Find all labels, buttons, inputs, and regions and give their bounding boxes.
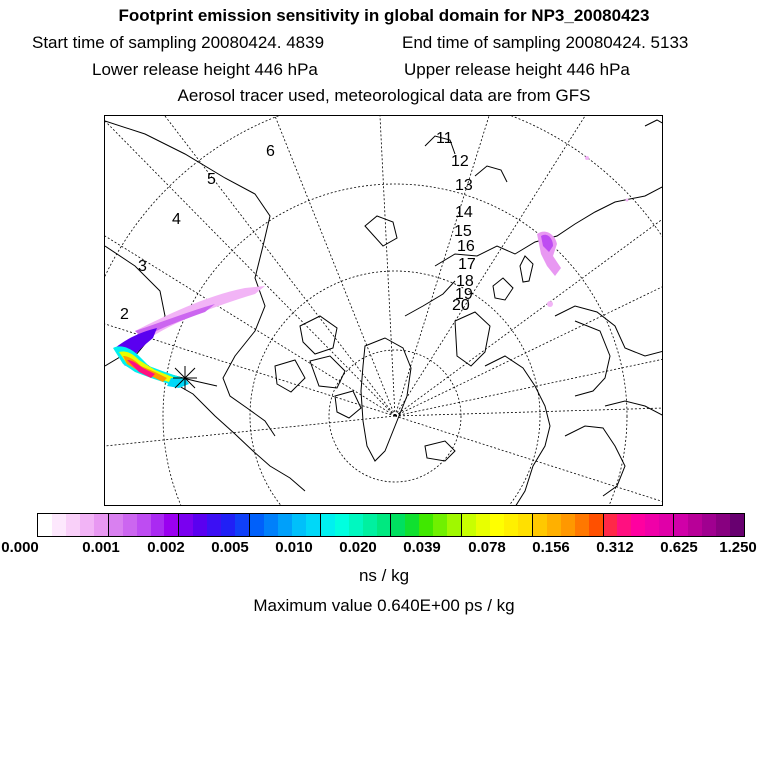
colorbar-swatch	[631, 514, 645, 536]
lower-release-height-text: Lower release height 446 hPa	[92, 60, 318, 79]
end-time-text: End time of sampling 20080424. 5133	[402, 33, 689, 52]
colorbar-swatch	[674, 514, 688, 536]
colorbar-swatch	[123, 514, 137, 536]
colorbar-swatch	[604, 514, 618, 536]
colorbar-swatch	[716, 514, 730, 536]
colorbar-swatch	[518, 514, 533, 536]
day-label-3: 3	[138, 258, 147, 275]
day-label-18: 18	[456, 273, 474, 290]
colorbar-swatch	[292, 514, 306, 536]
colorbar-swatch	[94, 514, 109, 536]
colorbar-swatch	[151, 514, 165, 536]
colorbar-swatch	[207, 514, 221, 536]
colorbar-swatch	[349, 514, 363, 536]
colorbar-swatch	[137, 514, 151, 536]
colorbar-swatch	[264, 514, 278, 536]
colorbar-tick: 0.010	[275, 539, 313, 556]
colorbar-swatch	[688, 514, 702, 536]
colorbar-swatch	[645, 514, 659, 536]
colorbar-swatch	[575, 514, 589, 536]
colorbar-swatch	[617, 514, 631, 536]
colorbar-swatch	[38, 514, 52, 536]
colorbar-tick: 0.005	[211, 539, 249, 556]
day-label-16: 16	[457, 238, 475, 255]
maximum-value-text: Maximum value 0.640E+00 ps / kg	[253, 596, 515, 615]
colorbar-tick: 0.002	[147, 539, 185, 556]
colorbar-swatch	[447, 514, 462, 536]
colorbar-swatch	[433, 514, 447, 536]
colorbar-swatch	[321, 514, 335, 536]
day-label-19: 19	[455, 286, 473, 303]
colorbar	[37, 513, 745, 537]
footprint-plume	[113, 156, 629, 388]
colorbar-swatch	[533, 514, 547, 536]
colorbar-swatch	[462, 514, 476, 536]
day-label-17: 17	[458, 256, 476, 273]
day-label-20: 20	[452, 297, 470, 314]
colorbar-tick: 1.250	[719, 539, 757, 556]
colorbar-swatch	[391, 514, 405, 536]
upper-release-height-text: Upper release height 446 hPa	[404, 60, 630, 79]
colorbar-swatch	[419, 514, 433, 536]
colorbar-swatch	[377, 514, 392, 536]
colorbar-swatch	[278, 514, 292, 536]
day-label-6: 6	[266, 143, 275, 160]
colorbar-swatch	[52, 514, 66, 536]
day-label-15: 15	[454, 223, 472, 240]
colorbar-tick: 0.312	[596, 539, 634, 556]
footprint-map	[104, 115, 663, 506]
colorbar-swatch	[730, 514, 744, 536]
day-label-11: 11	[436, 130, 453, 147]
start-time-text: Start time of sampling 20080424. 4839	[32, 33, 325, 52]
colorbar-swatch	[109, 514, 123, 536]
plot-title: Footprint emission sensitivity in global domain for NP3_20080423	[118, 6, 650, 25]
colorbar-swatch	[335, 514, 349, 536]
colorbar-tick: 0.039	[403, 539, 441, 556]
day-label-4: 4	[172, 211, 181, 228]
colorbar-swatch	[179, 514, 193, 536]
day-label-5: 5	[207, 171, 216, 188]
tracer-note: Aerosol tracer used, meteorological data are from GFS	[177, 86, 591, 105]
release-x-marker	[173, 366, 197, 390]
colorbar-tick: 0.001	[82, 539, 120, 556]
colorbar-swatch	[221, 514, 235, 536]
colorbar-tick: 0.625	[660, 539, 698, 556]
colorbar-swatch	[363, 514, 377, 536]
colorbar-swatch	[193, 514, 207, 536]
day-label-2: 2	[120, 306, 129, 323]
colorbar-swatch	[66, 514, 80, 536]
colorbar-tick: 0.156	[532, 539, 570, 556]
colorbar-swatch	[235, 514, 250, 536]
colorbar-swatch	[476, 514, 490, 536]
colorbar-swatch	[589, 514, 604, 536]
colorbar-tick: 0.020	[339, 539, 377, 556]
colorbar-swatch	[547, 514, 561, 536]
colorbar-swatch	[504, 514, 518, 536]
colorbar-swatch	[306, 514, 321, 536]
map-graticule-and-coastlines	[105, 116, 663, 506]
colorbar-swatch	[80, 514, 94, 536]
colorbar-swatch	[164, 514, 179, 536]
colorbar-swatch	[405, 514, 419, 536]
colorbar-swatch	[702, 514, 716, 536]
colorbar-swatch	[561, 514, 575, 536]
colorbar-tick: 0.078	[468, 539, 506, 556]
colorbar-swatch	[490, 514, 504, 536]
units-label: ns / kg	[358, 566, 410, 585]
day-label-12: 12	[451, 153, 469, 170]
day-label-14: 14	[455, 204, 473, 221]
colorbar-tick: 0.000	[1, 539, 39, 556]
day-label-13: 13	[455, 177, 473, 194]
colorbar-swatch	[659, 514, 674, 536]
colorbar-swatch	[250, 514, 264, 536]
